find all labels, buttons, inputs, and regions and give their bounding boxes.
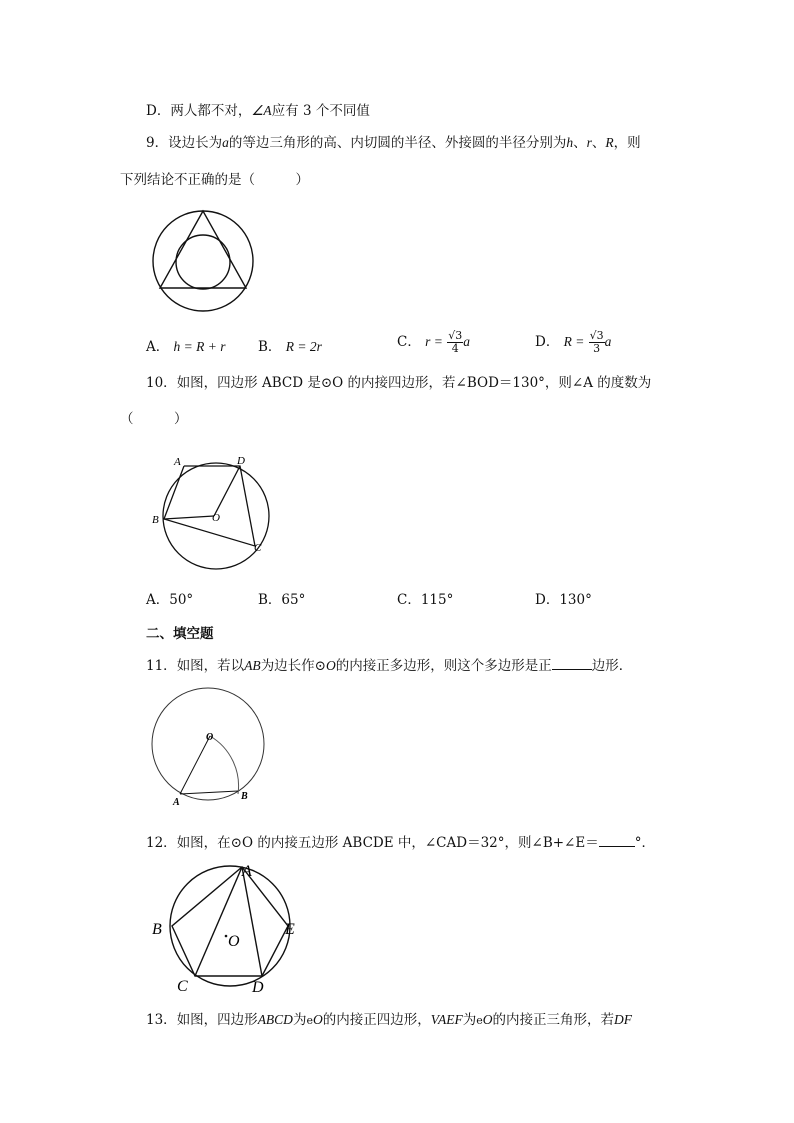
stem-text: 的等边三角形的高、内切圆的半径、外接圆的半径分别为 xyxy=(228,135,567,151)
arc-construction xyxy=(210,736,239,794)
circle-symbol: e xyxy=(306,1014,313,1027)
numerator: √3 xyxy=(589,329,604,342)
section-title: 二、填空题 xyxy=(146,626,214,642)
label-e: E xyxy=(285,921,295,938)
q10-option-b xyxy=(258,590,305,610)
var-df: DF xyxy=(613,1012,632,1027)
answer-blank[interactable] xyxy=(552,655,592,670)
option-label: D． xyxy=(535,592,560,608)
option-expr: a xyxy=(604,334,612,349)
segment-bo xyxy=(164,516,214,519)
segment-ab xyxy=(180,791,238,794)
option-expr: r = xyxy=(425,334,443,349)
quadrilateral-abcd xyxy=(164,466,255,546)
option-expr: h = R + r xyxy=(173,339,226,354)
option-expr: R = xyxy=(563,334,585,349)
circumcircle xyxy=(153,211,253,311)
label-c: C xyxy=(254,542,262,554)
option-text: 应有 3 个不同值 xyxy=(271,103,370,119)
pentagon-abcde xyxy=(172,867,288,976)
option-expr: R = 2r xyxy=(285,339,322,354)
label-b: B xyxy=(152,921,162,938)
denominator: 4 xyxy=(451,342,459,355)
q9-option-a xyxy=(146,337,226,357)
q10-figure xyxy=(150,452,280,572)
q9-figure xyxy=(150,208,258,312)
stem-text: 如图，若以 xyxy=(176,658,245,674)
stem-text: 设边长为 xyxy=(168,135,223,151)
stem-text: °． xyxy=(634,835,655,851)
option-value: 50° xyxy=(169,592,194,608)
q10-option-c xyxy=(397,590,453,610)
fraction xyxy=(589,330,605,355)
q13-stem xyxy=(146,1010,632,1031)
var-abcd: ABCD xyxy=(257,1012,293,1027)
stem-text: 如图，四边形 xyxy=(176,1012,258,1028)
option-label: B． xyxy=(258,592,282,608)
option-value: 65° xyxy=(281,592,306,608)
var-o: O xyxy=(312,1012,323,1027)
q12-stem xyxy=(146,832,655,853)
question-number: 11． xyxy=(146,658,177,674)
diagonal-ad xyxy=(242,867,262,976)
separator: 、 xyxy=(573,135,587,151)
option-label: A． xyxy=(146,592,170,608)
circle-o xyxy=(170,866,290,986)
label-d: D xyxy=(237,455,245,467)
angle-symbol: ∠A xyxy=(251,103,272,118)
label-b: B xyxy=(152,514,159,526)
q9-stem-line2: 下列结论不正确的是（ ） xyxy=(120,172,309,188)
option-label: A． xyxy=(146,339,170,355)
q9-option-d xyxy=(535,330,611,355)
var-a: a xyxy=(222,135,229,150)
var-o: O xyxy=(482,1012,493,1027)
stem-text: 的内接正四边形， xyxy=(322,1012,431,1028)
equilateral-triangle xyxy=(160,211,246,288)
q10-stem xyxy=(146,373,651,393)
separator: 、 xyxy=(591,135,606,151)
var-ab: AB xyxy=(244,658,261,673)
q9-stem-line1 xyxy=(146,133,641,153)
stem-text: 边形． xyxy=(591,658,633,674)
var-R: R xyxy=(605,135,614,150)
question-number: 13． xyxy=(146,1012,177,1028)
question-number: 12． xyxy=(146,835,177,851)
option-value: 115° xyxy=(420,592,454,608)
stem-text: 如图，在⊙O 的内接五边形 ABCDE 中，∠CAD＝32°，则∠B+∠E＝ xyxy=(176,835,599,851)
stem-text: 为 xyxy=(462,1012,477,1028)
stem-text: 如图，四边形 ABCD 是⊙O 的内接四边形，若∠BOD＝130°，则∠A 的度数为 xyxy=(176,375,652,391)
incircle xyxy=(176,235,230,289)
numerator: √3 xyxy=(448,329,463,342)
stem-text: 的内接正三角形，若 xyxy=(492,1012,614,1028)
var-aef: VAEF xyxy=(430,1012,463,1027)
q10-paren: （ ） xyxy=(120,411,188,427)
circle-o xyxy=(152,688,264,800)
option-label: C． xyxy=(397,592,421,608)
denominator: 3 xyxy=(593,342,601,355)
q10-option-a xyxy=(146,590,193,610)
question-number: 9． xyxy=(146,135,169,151)
option-label: B． xyxy=(258,339,282,355)
q10-option-d xyxy=(535,590,592,610)
stem-text: ，则 xyxy=(613,135,641,151)
var-r: r xyxy=(586,135,592,150)
label-b: B xyxy=(241,791,248,802)
fraction xyxy=(447,330,463,355)
question-number: 10． xyxy=(146,375,177,391)
option-label: C． xyxy=(397,334,421,350)
segment-oa xyxy=(180,736,210,794)
label-a: A xyxy=(242,863,252,880)
q8-option-d xyxy=(146,101,370,121)
answer-blank[interactable] xyxy=(599,832,635,847)
q9-option-c xyxy=(397,330,470,355)
label-a: A xyxy=(174,456,181,468)
label-a: A xyxy=(173,797,180,808)
option-label: D． xyxy=(535,334,560,350)
var-o: O xyxy=(326,658,336,673)
option-text: 两人都不对， xyxy=(170,103,252,119)
segment-od xyxy=(214,466,240,516)
circle-symbol: e xyxy=(476,1014,483,1027)
stem-text: 为边长作⊙ xyxy=(260,658,326,674)
option-label: D． xyxy=(146,103,171,119)
option-value: 130° xyxy=(559,592,592,608)
stem-text: 为 xyxy=(292,1012,307,1028)
label-o: O xyxy=(228,933,240,950)
q11-stem xyxy=(146,655,632,676)
diagonal-ac xyxy=(195,867,242,976)
label-o: O xyxy=(206,732,214,743)
center-dot xyxy=(225,935,228,938)
label-c: C xyxy=(177,978,188,995)
label-d: D xyxy=(252,979,264,996)
q11-figure xyxy=(150,688,270,808)
option-expr: a xyxy=(463,334,470,349)
var-h: h xyxy=(566,135,574,150)
stem-text: 的内接正多边形，则这个多边形是正 xyxy=(335,658,552,674)
label-o: O xyxy=(212,512,220,524)
q9-option-b xyxy=(258,337,322,357)
q12-figure xyxy=(150,862,310,997)
